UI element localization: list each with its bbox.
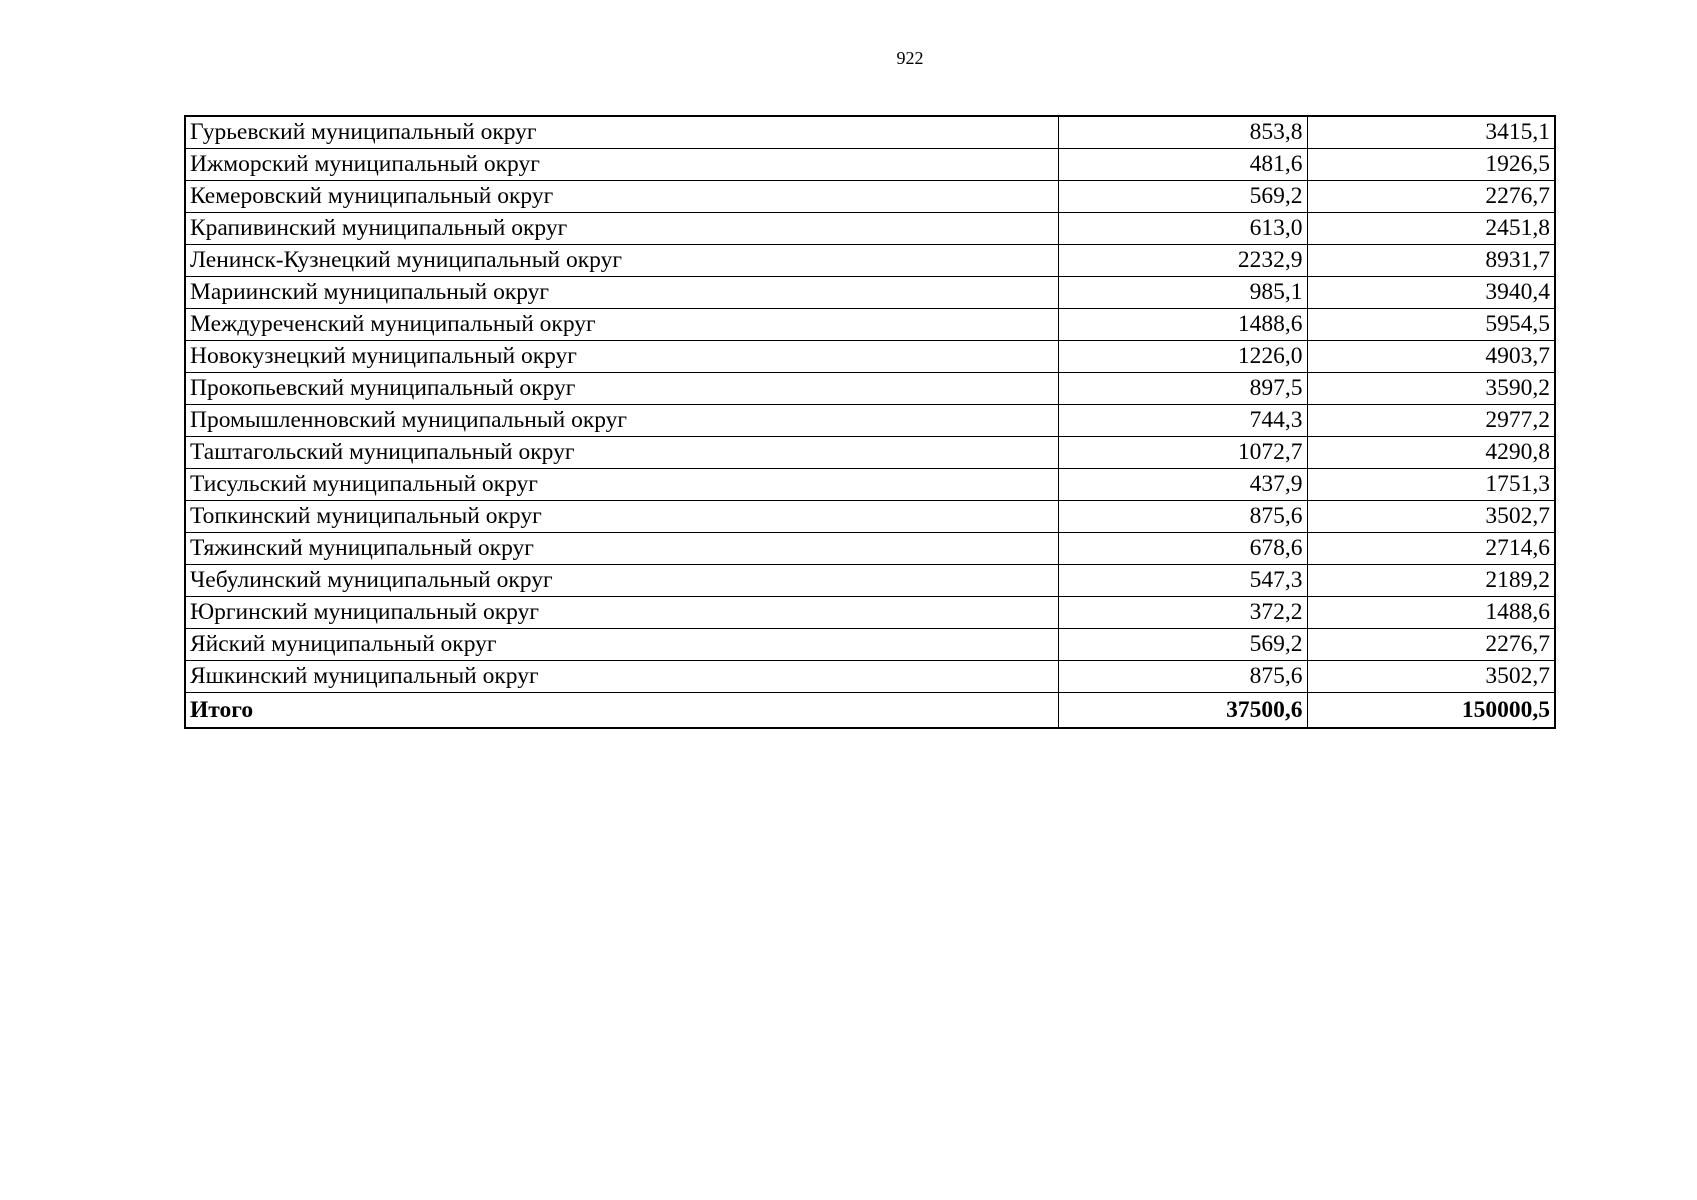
table-row: [185, 149, 1555, 181]
row-value1-cell: 569,2: [1058, 629, 1307, 661]
row-value2-cell: 4290,8: [1307, 437, 1555, 469]
row-name-cell: Яйский муниципальный округ: [185, 629, 1058, 661]
row-value1-cell: 569,2: [1058, 181, 1307, 213]
row-value2-cell: 2977,2: [1307, 405, 1555, 437]
table-row: [185, 245, 1555, 277]
row-value1-cell: 744,3: [1058, 405, 1307, 437]
row-name-cell: Чебулинский муниципальный округ: [185, 565, 1058, 597]
table-row: [185, 309, 1555, 341]
row-value1-cell: 985,1: [1058, 277, 1307, 309]
total-row: [185, 693, 1555, 729]
row-name-cell: Топкинский муниципальный округ: [185, 501, 1058, 533]
table-row: [185, 629, 1555, 661]
total-value2-cell: 150000,5: [1307, 693, 1555, 729]
row-value1-cell: 547,3: [1058, 565, 1307, 597]
row-name-cell: Яшкинский муниципальный округ: [185, 661, 1058, 693]
row-name-cell: Тисульский муниципальный округ: [185, 469, 1058, 501]
page-number: 922: [896, 48, 924, 68]
row-name-cell: Гурьевский муниципальный округ: [185, 116, 1058, 149]
row-name-cell: Кемеровский муниципальный округ: [185, 181, 1058, 213]
row-value2-cell: 3415,1: [1307, 116, 1555, 149]
table-row: [185, 469, 1555, 501]
row-value2-cell: 2276,7: [1307, 181, 1555, 213]
row-value1-cell: 481,6: [1058, 149, 1307, 181]
row-value2-cell: 3502,7: [1307, 661, 1555, 693]
row-value1-cell: 1226,0: [1058, 341, 1307, 373]
row-value2-cell: 3502,7: [1307, 501, 1555, 533]
row-value1-cell: 1072,7: [1058, 437, 1307, 469]
row-value1-cell: 1488,6: [1058, 309, 1307, 341]
table-row: [185, 533, 1555, 565]
row-name-cell: Таштагольский муниципальный округ: [185, 437, 1058, 469]
table-body: [185, 116, 1555, 728]
row-value2-cell: 3940,4: [1307, 277, 1555, 309]
row-value1-cell: 678,6: [1058, 533, 1307, 565]
table-row: [185, 116, 1555, 149]
row-name-cell: Тяжинский муниципальный округ: [185, 533, 1058, 565]
row-value1-cell: 853,8: [1058, 116, 1307, 149]
row-value1-cell: 897,5: [1058, 373, 1307, 405]
row-value1-cell: 875,6: [1058, 501, 1307, 533]
table-row: [185, 437, 1555, 469]
table-row: [185, 341, 1555, 373]
row-value2-cell: 1488,6: [1307, 597, 1555, 629]
row-name-cell: Новокузнецкий муниципальный округ: [185, 341, 1058, 373]
table-row: [185, 213, 1555, 245]
row-value2-cell: 1751,3: [1307, 469, 1555, 501]
row-name-cell: Ижморский муниципальный округ: [185, 149, 1058, 181]
row-value1-cell: 613,0: [1058, 213, 1307, 245]
row-name-cell: Междуреченский муниципальный округ: [185, 309, 1058, 341]
table-row: [185, 373, 1555, 405]
row-value2-cell: 5954,5: [1307, 309, 1555, 341]
table-row: [185, 405, 1555, 437]
row-name-cell: Ленинск-Кузнецкий муниципальный округ: [185, 245, 1058, 277]
row-value2-cell: 3590,2: [1307, 373, 1555, 405]
row-value2-cell: 4903,7: [1307, 341, 1555, 373]
total-value1-cell: 37500,6: [1058, 693, 1307, 729]
row-name-cell: Юргинский муниципальный округ: [185, 597, 1058, 629]
table-row: [185, 661, 1555, 693]
row-value2-cell: 2189,2: [1307, 565, 1555, 597]
table-row: [185, 597, 1555, 629]
row-name-cell: Крапивинский муниципальный округ: [185, 213, 1058, 245]
row-name-cell: Мариинский муниципальный округ: [185, 277, 1058, 309]
row-value1-cell: 875,6: [1058, 661, 1307, 693]
row-value1-cell: 437,9: [1058, 469, 1307, 501]
row-value2-cell: 2714,6: [1307, 533, 1555, 565]
row-value2-cell: 2276,7: [1307, 629, 1555, 661]
row-value2-cell: 1926,5: [1307, 149, 1555, 181]
row-value1-cell: 2232,9: [1058, 245, 1307, 277]
row-value1-cell: 372,2: [1058, 597, 1307, 629]
data-table: [184, 115, 1556, 729]
row-name-cell: Промышленновский муниципальный округ: [185, 405, 1058, 437]
table-row: [185, 277, 1555, 309]
table-row: [185, 565, 1555, 597]
total-label-cell: Итого: [185, 693, 1058, 729]
row-name-cell: Прокопьевский муниципальный округ: [185, 373, 1058, 405]
row-value2-cell: 8931,7: [1307, 245, 1555, 277]
table-row: [185, 181, 1555, 213]
table-row: [185, 501, 1555, 533]
row-value2-cell: 2451,8: [1307, 213, 1555, 245]
